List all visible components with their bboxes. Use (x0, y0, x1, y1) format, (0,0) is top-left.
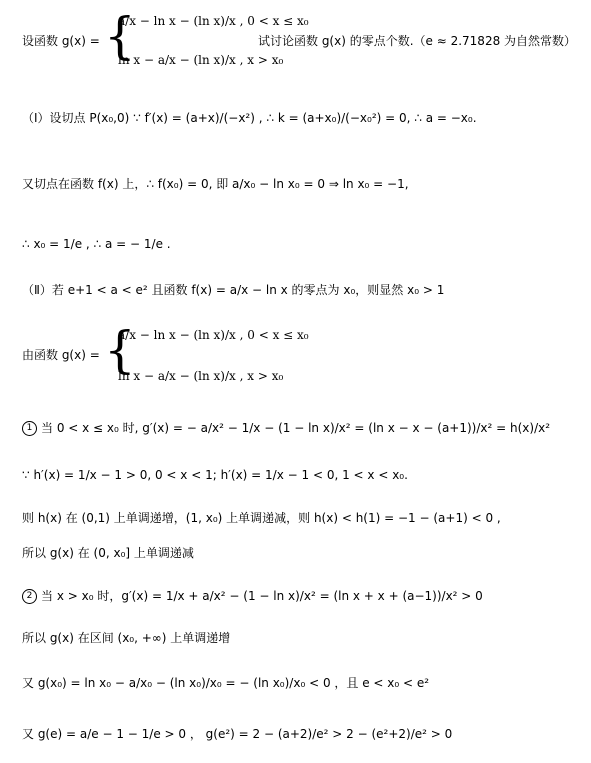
conclusion-2-line: 所以 g(x) 在区间 (x₀, +∞) 上单调递增 (22, 631, 231, 645)
g-x0-line: 又 g(x₀) = ln x₀ − a/x₀ − (ln x₀)/x₀ = − (ln x₀)/x₀ < 0 ，且 e < x₀ < e² (22, 676, 430, 690)
piecewise-top-case2: ln x − a/x − (ln x)/x , x > x₀ (118, 53, 284, 67)
monotonic-h-line: 则 h(x) 在 (0,1) 上单调递增，(1, x₀) 上单调递减，则 h(x) < h(1) = −1 − (a+1) < 0 , (22, 511, 501, 525)
part1-line1: （Ⅰ）设切点 P(x₀,0) ∵ f′(x) = (a+x)/(−x²) , ∴ k = (a+x₀)/(−x₀²) = 0, ∴ a = −x₀. (22, 111, 477, 125)
case1-line (22, 420, 550, 436)
case2-line (22, 588, 483, 604)
piecewise-mid-case2: ln x − a/x − (ln x)/x , x > x₀ (118, 369, 284, 383)
part2-line1: （Ⅱ）若 e+1 < a < e² 且函数 f(x) = a/x − ln x 的零点为 x₀，则显然 x₀ > 1 (22, 283, 445, 297)
conclusion-1-line: 所以 g(x) 在 (0, x₀] 上单调递减 (22, 546, 194, 560)
case-marker-2: 2 (22, 589, 37, 604)
part1-line2: 又切点在函数 f(x) 上，∴ f(x₀) = 0, 即 a/x₀ − ln x₀ = 0 ⇒ ln x₀ = −1, (22, 177, 409, 191)
piecewise-top-case1: a/x − ln x − (ln x)/x , 0 < x ≤ x₀ (118, 14, 309, 28)
part1-line3: ∴ x₀ = 1/e , ∴ a = − 1/e . (22, 237, 171, 251)
derivative-h-line: ∵ h′(x) = 1/x − 1 > 0, 0 < x < 1; h′(x) = 1/x − 1 < 0, 1 < x < x₀. (22, 468, 408, 482)
case2-text: 当 x > x₀ 时，g′(x) = 1/x + a/x² − (1 − ln x)/x² = (ln x + x + (a−1))/x² > 0 (41, 589, 483, 603)
brace-mid: { (104, 321, 136, 379)
case-marker-1: 1 (22, 421, 37, 436)
case1-text: 当 0 < x ≤ x₀ 时, g′(x) = − a/x² − 1/x − (1 − ln x)/x² = (ln x − x − (a+1))/x² = h(x)/x² (41, 421, 551, 435)
intro-suffix: 试讨论函数 g(x) 的零点个数.（e ≈ 2.71828 为自然常数） (258, 34, 577, 48)
part2-def-prefix: 由函数 g(x) = (22, 348, 100, 362)
intro-prefix: 设函数 g(x) = (22, 34, 100, 48)
brace-top: { (104, 7, 136, 65)
g-e-line: 又 g(e) = a/e − 1 − 1/e > 0 ， g(e²) = 2 − (a+2)/e² > 2 − (e²+2)/e² > 0 (22, 727, 453, 741)
piecewise-mid-case1: a/x − ln x − (ln x)/x , 0 < x ≤ x₀ (118, 328, 309, 342)
